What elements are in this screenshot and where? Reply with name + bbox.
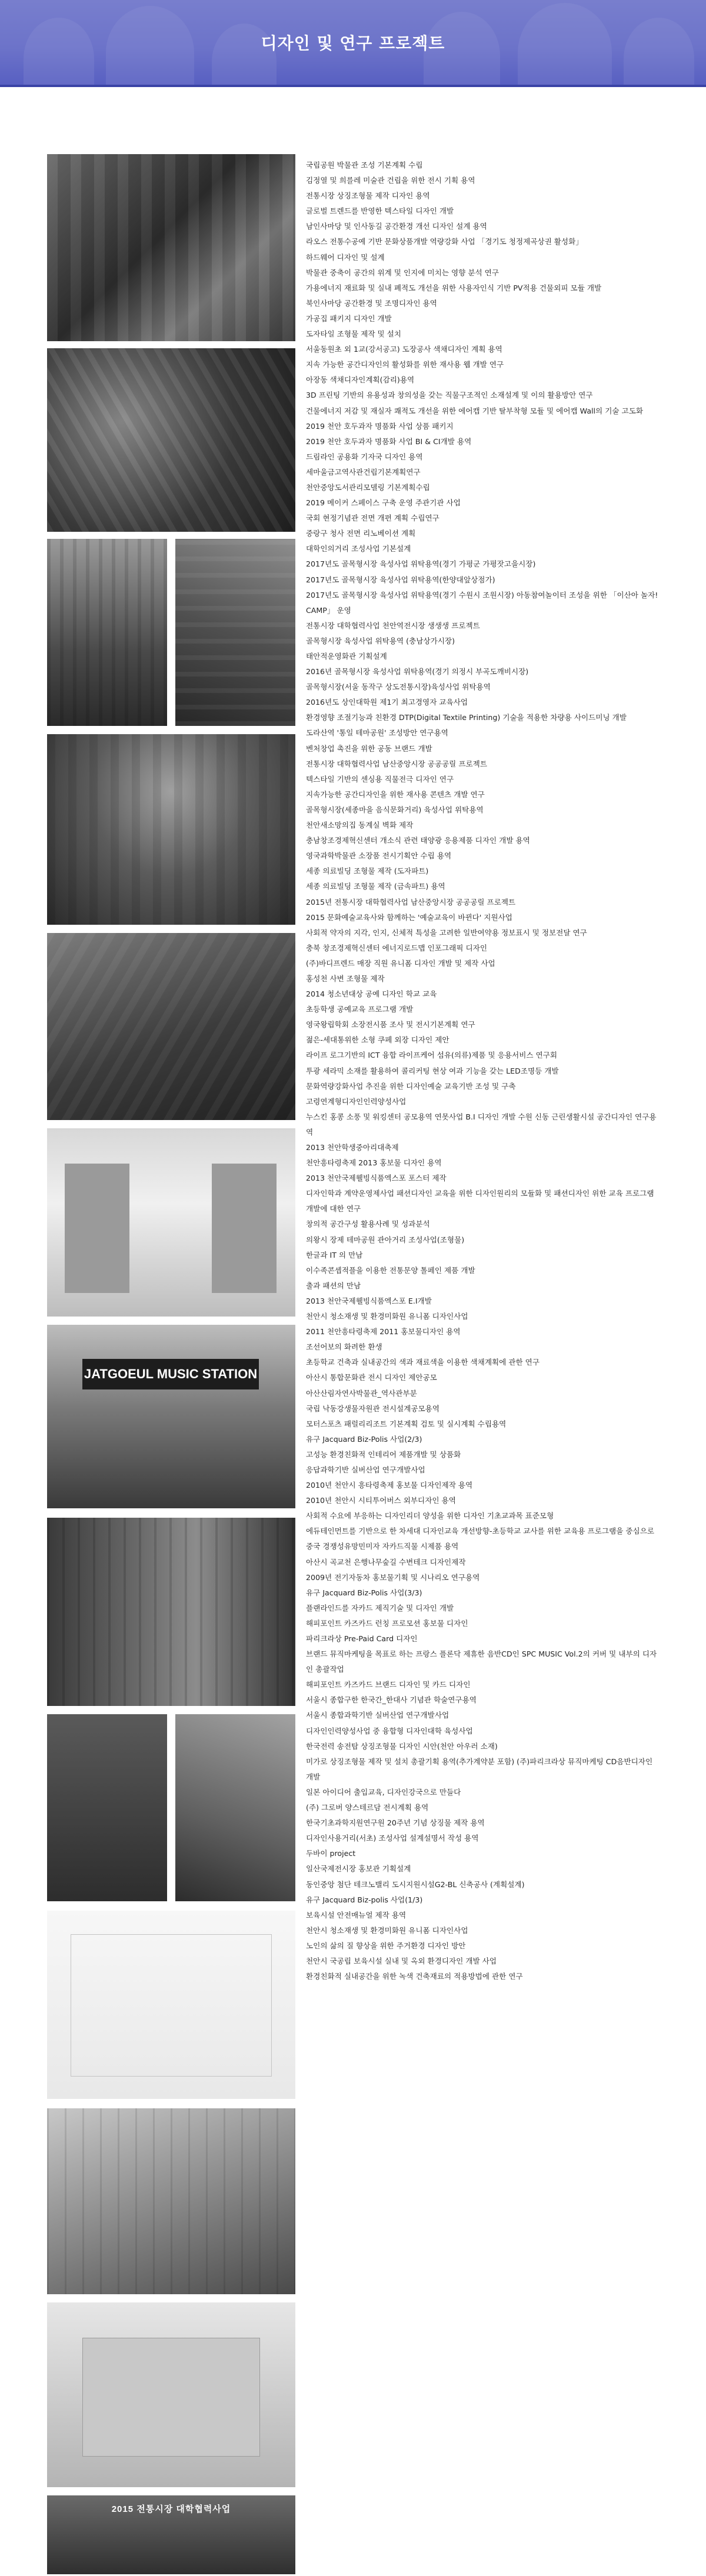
project-item: 일본 아이디어 출입교육, 디자인강국으로 만들다 xyxy=(306,1787,461,1797)
project-item: 조선어보의 화려한 환생 xyxy=(306,1342,382,1352)
project-photo xyxy=(47,2495,295,2574)
project-item: 영국과학박물관 소장품 전시기획안 수립 용역 xyxy=(306,851,452,861)
project-item: 환경영향 조절기능과 친환경 DTP(Digital Textile Printing) 기술을 적용한 차량용 사이드미닝 개발 xyxy=(306,713,627,722)
project-item: 2019 천안 호두과자 명품화 사업 BI & CI개발 용역 xyxy=(306,436,472,446)
project-item: 일산국제전시장 홍보관 기획설계 xyxy=(306,1864,411,1874)
project-item: 초등학생 공예교육 프로그램 개발 xyxy=(306,1005,414,1014)
project-item: 투광 세라믹 소재를 활용하여 콜리커팅 현상 여과 기능을 갖는 LED조명등 개발 xyxy=(306,1066,559,1075)
project-item: 지속 가능한 공간디자인의 활성화를 위한 재사용 웹 개발 연구 xyxy=(306,360,504,369)
project-item: 고성능 환경친화적 인테리어 제품개발 및 상품화 xyxy=(306,1449,461,1459)
project-photo xyxy=(47,933,295,1120)
project-item: 의왕시 장제 테마공원 관아거리 조성사업(조형물) xyxy=(306,1235,465,1244)
project-item: 서울시 종합과학기반 실버산업 연구개발사업 xyxy=(306,1711,449,1720)
project-item: 2017년도 골목형시장 육성사업 위탁용역(한양대앞상점가) xyxy=(306,575,495,584)
music-station-sign: JATGOEUL MUSIC STATION xyxy=(82,1359,259,1389)
project-item: 한글과 IT 의 만남 xyxy=(306,1250,363,1259)
project-item: 2010년 천안시 흥타령축제 홍보물 디자인제작 용역 xyxy=(306,1481,473,1490)
project-photo xyxy=(175,539,295,726)
project-item: 천안새소망의집 동계실 벽화 제작 xyxy=(306,821,414,830)
project-item: 홍성천 사변 조형물 제작 xyxy=(306,974,385,983)
project-item: 국립공원 박물관 조성 기본계획 수립 xyxy=(306,161,423,169)
project-item: 환경친화적 실내공간을 위한 녹색 건축재료의 적용방법에 관한 연구 xyxy=(306,1972,523,1981)
project-item: 전통시장 대학협력사업 천안역전시장 생생생 프로젝트 xyxy=(306,621,480,630)
project-item: 노인의 삶의 질 향상을 위한 주거환경 디자인 방안 xyxy=(306,1941,466,1950)
project-item: 2013 천안국제웰빙식품엑스포 포스터 제작 xyxy=(306,1174,447,1183)
project-item: 누스킨 홍콩 소풍 및 워킹센터 공모용역 연못사업 B.I 디자인 개발 수원 신동 근린생활시설 공간디자인 연구용역 xyxy=(306,1112,657,1137)
project-item: 벤처창업 촉진을 위한 공동 브랜드 개발 xyxy=(306,744,432,753)
header-banner xyxy=(0,0,706,87)
project-item: 디자인사용거리(서초) 조성사업 설계설명서 작성 용역 xyxy=(306,1834,479,1843)
project-item: 유구 Jacquard Biz-Polis 사업(2/3) xyxy=(306,1434,422,1444)
project-item: 서울동원초 외 1교(강서공고) 도장공사 색채디자인 계획 용역 xyxy=(306,345,502,354)
project-item: 문화역량강화사업 추진을 위한 디자인예술 교육기반 조성 및 구축 xyxy=(306,1081,516,1091)
project-item: 도자타일 조형물 제작 및 설치 xyxy=(306,329,401,339)
project-item: 2013 천안국제웰빙식품엑스포 E.I개발 xyxy=(306,1296,432,1305)
project-item: 서울시 종합구한 한국간_한대사 기념관 학술연구용역 xyxy=(306,1695,477,1705)
page-title: 디자인 및 연구 프로젝트 xyxy=(261,34,445,53)
project-item: 천안흥타령축제 2013 홍보물 디자인 용역 xyxy=(306,1158,442,1168)
project-item: 한국기초과학지원연구원 20주년 기념 상징물 제작 용역 xyxy=(306,1818,485,1828)
project-item: 세마울금고역사관건립기본계획연구 xyxy=(306,467,421,476)
project-item: 브랜드 뮤직마케팅을 목표로 하는 프랑스 플론닥 제휴한 음반CD인 SPC MUSIC Vol.2의 커버 및 내부의 디자인 총괄작업 xyxy=(306,1649,657,1674)
project-item: 응답과학기반 실버산업 연구개발사업 xyxy=(306,1465,425,1474)
project-item: 2011 천안흥타령축제 2011 홍보물디자인 용역 xyxy=(306,1327,461,1337)
banner-divider xyxy=(0,85,706,87)
project-item: 대학인의거리 조성사업 기본설계 xyxy=(306,544,411,554)
project-photo xyxy=(47,734,295,925)
project-item: 천안시 국공립 보육시설 실내 및 옥외 환경디자인 개발 사업 xyxy=(306,1956,497,1965)
project-item: 건물에너지 저감 및 재실자 쾌적도 개선을 위한 에어캡 기반 탈부착형 모듈 및 에어캡 Wall의 기술 고도화 xyxy=(306,406,644,415)
project-item: 2017년도 골목형시장 육성사업 위탁용역(경기 가평군 가평잣고을시장) xyxy=(306,559,536,569)
project-item: 골목형시장(세종마을 음식문화거리) 육성사업 위탁용역 xyxy=(306,805,484,814)
project-item: 한국전력 송전탑 상징조형물 디자인 시안(천안 아우러 소재) xyxy=(306,1741,498,1751)
project-photo xyxy=(47,1518,295,1706)
project-item: 디자인학과 계약운영제사업 패션디자인 교육을 위한 디자인원리의 모듈화 및 패션디자인 위한 교육 프로그램 개발에 대한 연구 xyxy=(306,1189,654,1214)
project-item: 2017년도 골목형시장 육성사업 위탁용역(경기 수원시 조원시장) 아동참여놀이터 조성을 위한 「이산아 놀자! CAMP」 운영 xyxy=(306,590,658,615)
project-photo xyxy=(175,1714,295,1901)
project-photo xyxy=(47,539,167,726)
project-item: 에듀테인먼트를 기반으로 한 차세대 디자인교육 개선방향-초등학교 교사를 위한 교육용 프로그램을 중심으로 xyxy=(306,1527,655,1536)
project-item: 국립 낙동강생물자원관 전시설계공모용역 xyxy=(306,1404,439,1413)
project-item: 국회 현정기념관 전면 개편 계획 수립연구 xyxy=(306,514,439,523)
project-item: 가공집 패키지 디자인 개발 xyxy=(306,314,392,323)
project-item: 아장동 색채디자인계획(감리)용역 xyxy=(306,375,415,385)
project-item: 골목형시장(서울 동작구 상도전통시장)육성사업 위탁용역 xyxy=(306,682,491,692)
project-item: 창의적 공간구성 활용사례 및 성과분석 xyxy=(306,1219,430,1229)
project-item: 라이프 로그기반의 ICT 융합 라이프케어 섬유(의류)제품 및 응용서비스 연구회 xyxy=(306,1051,558,1060)
project-item: 글로벌 트렌드를 반영한 텍스타일 디자인 개발 xyxy=(306,206,454,216)
project-item: 2015 문화예술교육사와 함께하는 '예술교육이 바뀐다' 지원사업 xyxy=(306,912,512,922)
project-item: 2013 천안학생중아리대축제 xyxy=(306,1143,399,1152)
project-item: 2019 메이커 스페이스 구축 운영 주관기관 사업 xyxy=(306,498,461,508)
project-item: 해피포인트 카즈카드 런칭 프로모션 홍보물 디자인 xyxy=(306,1618,468,1628)
project-item: 골목형시장 육성사업 위탁용역 (충남상가시장) xyxy=(306,636,455,645)
project-item: 세종 의료빌딩 조형물 제작 (도자파트) xyxy=(306,867,429,876)
project-photo xyxy=(47,1911,295,2099)
project-item: 2010년 천안시 시티투어버스 외부디자인 용역 xyxy=(306,1496,456,1505)
project-item: 플랜라인드를 자카드 제직기술 및 디자인 개발 xyxy=(306,1603,454,1612)
project-item: 초등학교 건축과 실내공간의 색과 재료색을 이용한 색채계획에 관한 연구 xyxy=(306,1358,540,1367)
project-item: 남인사마당 및 인사동길 공간환경 개선 디자인 설계 용역 xyxy=(306,222,487,231)
project-photo xyxy=(47,1714,167,1901)
project-item: 동인중앙 첨단 테크노밸리 도시지원시설G2-BL 신축공사 (계획설계) xyxy=(306,1879,525,1889)
project-photo xyxy=(47,348,295,532)
project-item: 중랑구 청사 전면 리노베이션 계획 xyxy=(306,529,416,538)
project-item: 세종 의료빌딩 조형물 제작 (금속파트) 용역 xyxy=(306,882,445,891)
project-item: 출과 패션의 만남 xyxy=(306,1281,361,1290)
project-item: 2009년 전기자동차 홍보물기획 및 시나리오 연구용역 xyxy=(306,1572,480,1582)
project-item: 해피포인트 카즈카드 브랜드 디자인 및 카드 디자인 xyxy=(306,1680,471,1689)
project-item: 드림라인 공용화 기자국 디자인 용역 xyxy=(306,452,423,461)
project-item: 전통시장 대학협력사업 남산중앙시장 공공공릴 프로젝트 xyxy=(306,759,487,768)
project-photo xyxy=(47,154,295,341)
project-item: 박물관 중축이 공간의 위계 및 인지에 미치는 영향 분석 연구 xyxy=(306,268,499,277)
project-item: 텍스타일 기반의 센싱용 직물전극 디자인 연구 xyxy=(306,774,454,784)
project-item: 유구 Jacquard Biz-Polis 사업(3/3) xyxy=(306,1588,422,1597)
project-photo xyxy=(47,2108,295,2294)
project-item: 영국왕립학회 소장전시품 조사 및 전시기본계획 연구 xyxy=(306,1020,475,1029)
project-item: 지속가능한 공간디자인을 위한 재사용 콘텐츠 개발 연구 xyxy=(306,789,485,799)
project-item: 2016년 골목형시장 육성사업 위탁용역(경기 의정시 부곡도깨비시장) xyxy=(306,667,529,677)
project-item: 충남창조경제혁신센터 개소식 관련 태양광 응용제품 디자인 개발 용역 xyxy=(306,836,530,845)
project-item: 충북 창조경제혁신센터 에너지로드맵 인포그래픽 디자인 xyxy=(306,943,487,952)
project-item: 북인사마당 공간환경 및 조명디자인 용역 xyxy=(306,298,437,308)
project-item: 도라산역 '통일 테마공원' 조성방안 연구용역 xyxy=(306,728,448,738)
project-item: 2019 천안 호두과자 명품화 사업 상품 패키지 xyxy=(306,421,454,431)
project-item: 천안시 청소재생 및 환경미화원 유니폼 디자인사업 xyxy=(306,1312,468,1321)
project-item: 가용에너지 재료화 및 실내 폐적도 개선을 위한 사용자인식 기반 PV적용 건물외피 모듈 개발 xyxy=(306,283,602,292)
project-item: 3D 프린팅 기반의 유용성과 창의성을 갖는 직물구조적인 소재설계 및 이의 활용방안 연구 xyxy=(306,391,593,400)
project-item: 천안중앙도서관리모델링 기본계획수립 xyxy=(306,482,430,492)
project-item: 아산산림자연사박물관_역사관부분 xyxy=(306,1388,417,1398)
project-item: 디자인인력양성사업 중 융합형 디자인대학 육성사업 xyxy=(306,1726,473,1735)
project-item: 보육시설 안전매뉴얼 제작 용역 xyxy=(306,1910,407,1919)
project-item: 유구 Jacquard Biz-polis 사업(1/3) xyxy=(306,1895,423,1904)
project-item: 사회적 수요에 부응하는 디자인리더 양성을 위한 디자인 기초교과목 표준모형 xyxy=(306,1511,554,1521)
project-item: 이수족콘셉적플을 이용한 전통문양 톨페인 제품 개발 xyxy=(306,1265,475,1275)
project-item: 아산시 통합문화관 전시 디자인 제안공모 xyxy=(306,1373,437,1382)
project-item: 김정열 및 희를레 미술관 건립을 위한 전시 기획 용역 xyxy=(306,176,475,185)
project-item: (주)바디프렌드 매장 직원 유니폼 디자인 개발 및 제작 사업 xyxy=(306,958,495,968)
event-banner-caption: 2015 전통시장 대학협력사업 xyxy=(111,2504,231,2514)
project-item: 2014 청소년대상 공예 디자인 학교 교육 xyxy=(306,989,437,999)
project-item: 천안시 청소재생 및 환경미화원 유니폼 디자인사업 xyxy=(306,1925,468,1935)
project-item: 전통시장 상징조형물 제작 디자인 용역 xyxy=(306,191,430,201)
project-item: 라오스 전통수공예 기반 문화상품개발 역량강화 사업 「경기도 청정제곡상권 활성화」 xyxy=(306,237,583,246)
project-item: 아산시 곡교천 은행나무숲길 수변테크 디자인제작 xyxy=(306,1557,466,1567)
project-photo xyxy=(47,1325,295,1508)
project-item: 태안적운영화관 기획설계 xyxy=(306,652,387,661)
project-item: 모터스포츠 패럴리리조트 기본계획 검토 및 실시계획 수립용역 xyxy=(306,1419,507,1428)
project-item: 사회적 약자의 지각, 인지, 신체적 특성을 고려한 일반여약용 정보표시 및 정보전달 연구 xyxy=(306,928,587,937)
project-item: 두바이 project xyxy=(306,1849,356,1858)
project-item: 미가로 상징조형물 제작 및 설치 총괄기획 용역(추가계약분 포함) (주)파리크라상 뮤직마케팅 CD음반디자인개발 xyxy=(306,1757,653,1781)
project-list xyxy=(306,158,659,1984)
project-item: (주) 그로버 양스테르담 전시계획 용역 xyxy=(306,1803,429,1812)
project-item: 하드웨어 디자인 및 설계 xyxy=(306,252,385,262)
project-item: 파리크라상 Pre-Paid Card 디자인 xyxy=(306,1634,418,1643)
project-item: 고령연계형디자인인력양성사업 xyxy=(306,1097,407,1106)
project-photo xyxy=(47,1128,295,1317)
project-item: 중국 경쟁성유망민미자 자카드직물 시제품 용역 xyxy=(306,1542,459,1551)
project-item: 젊은-세대통위한 소형 쿠페 외장 디자인 제안 xyxy=(306,1035,449,1045)
project-photo xyxy=(47,2302,295,2487)
project-item: 2016년도 상인대학원 제1기 최고경영자 교육사업 xyxy=(306,698,468,707)
project-item: 2015년 전통시장 대학협력사업 남산중앙시장 공공공릴 프로젝트 xyxy=(306,897,516,907)
